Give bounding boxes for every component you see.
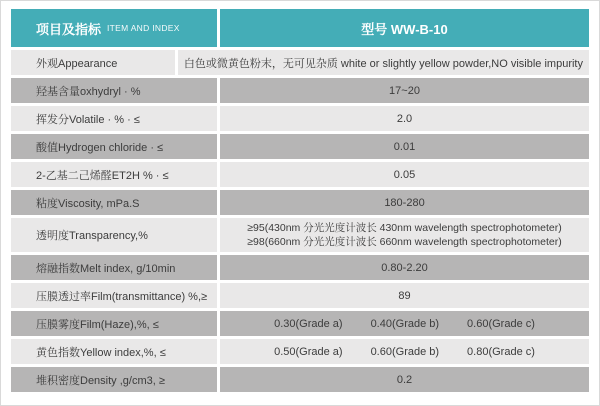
spec-table [11, 9, 589, 392]
table-row [11, 190, 589, 215]
value-text: 0.30(Grade a) [274, 317, 343, 330]
model-title: 型号 WW-B-10 [361, 21, 448, 37]
value-text: 白色或微黄色粉末，无可见杂质 white or slightly yellow powder,NO visible impurity [183, 57, 583, 70]
row-label: 堆积密度Density ,g/cm3, ≥ [11, 367, 217, 392]
row-label: 粘度Viscosity, mPa.S [11, 190, 217, 215]
row-label: 透明度Transparency,% [11, 218, 217, 252]
header-title-en: ITEM AND INDEX [107, 23, 180, 33]
table-row [11, 339, 589, 364]
table-row [11, 162, 589, 187]
row-value [220, 78, 589, 103]
row-label: 羟基含量oxhydryl · % [11, 78, 217, 103]
table-row [11, 255, 589, 280]
value-text: 2.0 [396, 112, 413, 125]
value-text: 0.80-2.20 [381, 261, 428, 274]
value-text: 0.80(Grade c) [467, 345, 535, 358]
value-text: 89 [398, 289, 411, 302]
row-value [220, 367, 589, 392]
row-value [220, 162, 589, 187]
row-value [220, 311, 589, 336]
row-value [220, 218, 589, 252]
value-text: 17~20 [389, 84, 420, 97]
row-value [220, 283, 589, 308]
value-text: 0.50(Grade a) [274, 345, 343, 358]
row-label: 外观Appearance [11, 50, 175, 75]
row-value [220, 190, 589, 215]
row-label: 挥发分Volatile · % · ≤ [11, 106, 217, 131]
value-text: 0.60(Grade c) [467, 317, 535, 330]
value-text: ≥95(430nm 分光光度计波长 430nm wavelength spectrophotometer) [247, 222, 562, 234]
row-label: 酸值Hydrogen chloride · ≤ [11, 134, 217, 159]
row-label: 2-乙基二己烯醛ET2H % · ≤ [11, 162, 217, 187]
table-row [11, 367, 589, 392]
table-row [11, 106, 589, 131]
table-row [11, 218, 589, 252]
row-value [220, 134, 589, 159]
table-row [11, 50, 589, 75]
value-text: 0.40(Grade b) [370, 317, 440, 330]
header-cell-model [220, 9, 589, 47]
table-row [11, 311, 589, 336]
table-row [11, 78, 589, 103]
row-label: 压膜雾度Film(Haze),%, ≤ [11, 311, 217, 336]
table-header-row [11, 9, 589, 47]
value-text: 180-280 [384, 196, 425, 209]
value-text: ≥98(660nm 分光光度计波长 660nm wavelength spectrophotometer) [247, 236, 562, 249]
header-cell-item-index [11, 9, 217, 47]
value-text: 0.05 [393, 168, 416, 181]
row-label: 压膜透过率Film(transmittance) %,≥ [11, 283, 217, 308]
row-value [220, 339, 589, 364]
table-row [11, 134, 589, 159]
table-row [11, 283, 589, 308]
row-label: 黄色指数Yellow index,%, ≤ [11, 339, 217, 364]
value-text: 0.2 [396, 373, 413, 386]
row-value [220, 255, 589, 280]
header-title-cn: 项目及指标 [36, 21, 102, 37]
table-body [11, 50, 589, 392]
value-text: 0.01 [393, 140, 416, 153]
row-value [220, 106, 589, 131]
row-label: 熔融指数Melt index, g/10min [11, 255, 217, 280]
value-text: 0.60(Grade b) [370, 345, 440, 358]
row-value [178, 50, 589, 75]
